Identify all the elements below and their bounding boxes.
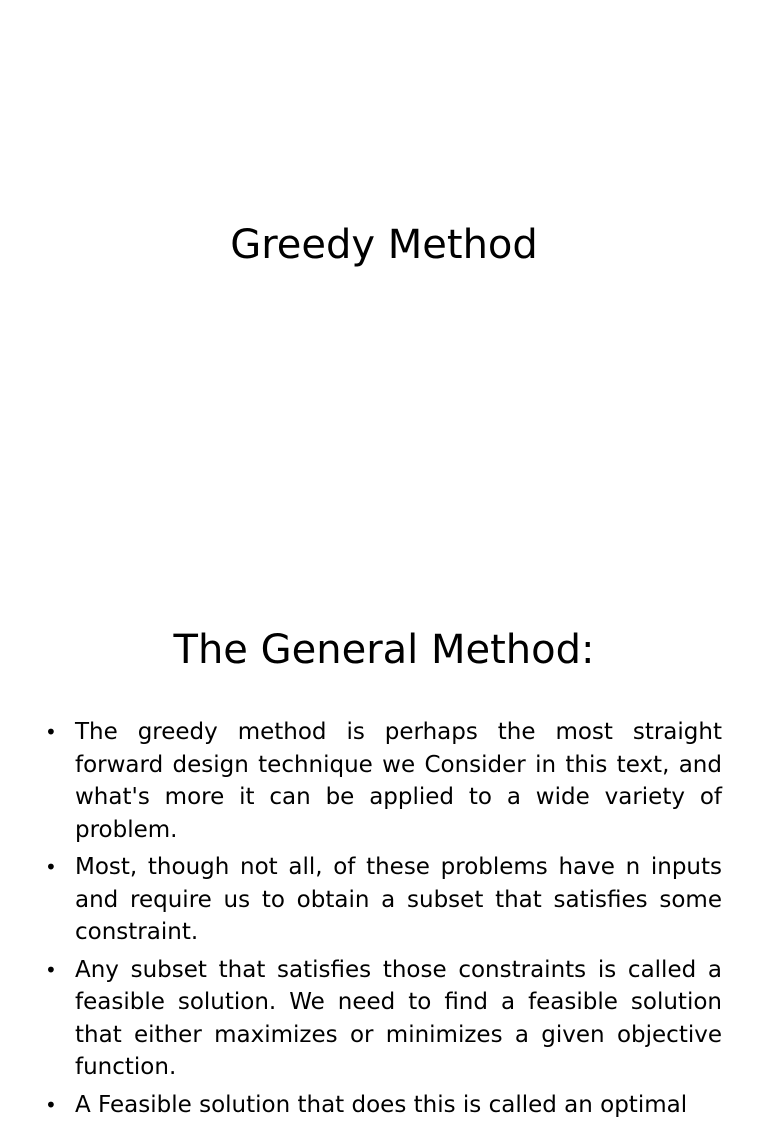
bullet-item — [40, 954, 722, 1084]
bullet-text: A Feasible solution that does this is called an optimal — [75, 1091, 688, 1118]
bullet-text: The greedy method is perhaps the most straight forward design technique we Consider in this text, and what's more it can be applied to a wide variety of problem. — [75, 719, 722, 843]
bullet-icon: • — [45, 1092, 57, 1117]
bullet-icon: • — [45, 855, 57, 879]
section-heading: The General Method: — [173, 627, 595, 673]
bullet-icon: • — [45, 957, 57, 982]
bullet-item — [40, 851, 722, 949]
bullet-text: Any subset that satisfies those constraints is called a feasible solution. We need to find a feasible solution that either maximizes or minimizes a given objective function. — [75, 956, 722, 1080]
bullet-text: Most, though not all, of these problems have n inputs and require us to obtain a subset that satisfies some constraint. — [75, 854, 722, 945]
bullet-icon: • — [45, 720, 57, 744]
bullet-item — [40, 716, 722, 846]
bullet-item — [40, 1089, 722, 1122]
slide-title: Greedy Method — [230, 222, 538, 268]
bullet-list — [40, 716, 722, 1126]
